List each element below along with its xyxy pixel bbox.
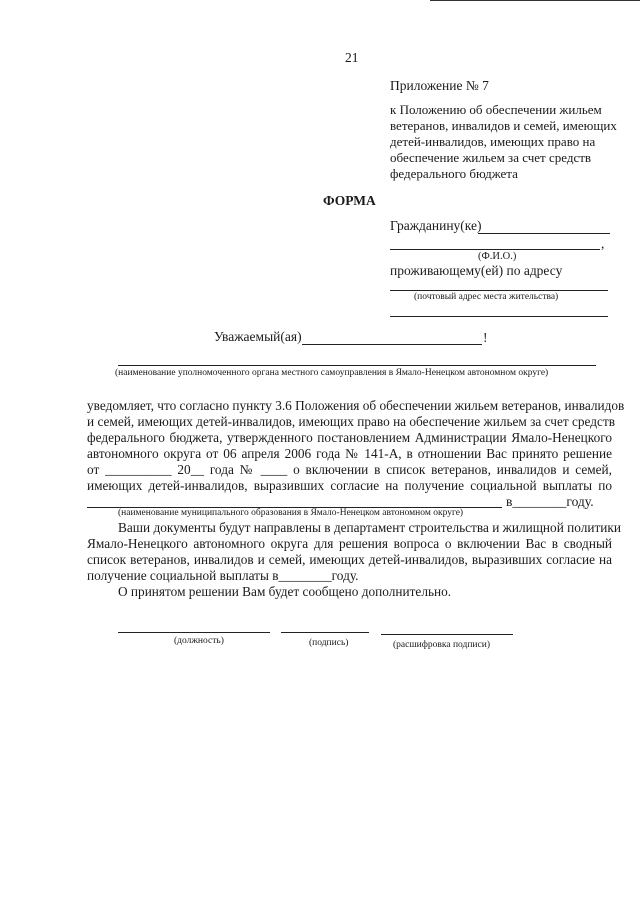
salutation-label: Уважаемый(ая) (214, 329, 302, 344)
page-number: 21 (345, 50, 359, 65)
decoding-caption: (расшифровка подписи) (393, 640, 490, 650)
paragraph1-line: имеющих детей-инвалидов, выразивших согласие на получение социальной выплаты по (87, 478, 612, 493)
citizen-name-line (478, 233, 610, 234)
signature-caption: (подпись) (309, 638, 349, 648)
paragraph2-line: Ваши документы будут направлены в департамент строительства и жилищной политики (118, 520, 621, 535)
paragraph2-line: список ветеранов, инвалидов и семей, имеющих детей-инвалидов, выразивших согласие на (87, 552, 612, 567)
address-caption: (почтовый адрес места жительства) (414, 292, 559, 302)
year-tail: в________году. (506, 494, 594, 509)
position-line (118, 632, 270, 633)
signature-line (281, 632, 369, 633)
address-line-2 (390, 316, 608, 317)
citizen-label: Гражданину(ке) (390, 218, 482, 233)
salutation-name-line (302, 344, 482, 345)
paragraph1-line: и семей, имеющих детей-инвалидов, имеющих право на обеспечение жильем за счет средств (87, 414, 616, 429)
address-line (390, 290, 608, 291)
paragraph1-line: автономного округа от 06 апреля 2006 года № 141-А, в отношении Вас принято решение (87, 446, 612, 461)
paragraph1-line: уведомляет, что согласно пункту 3.6 Положения об обеспечении жильем ветеранов, инвалидов (87, 398, 625, 413)
salutation-mark: ! (483, 330, 488, 345)
position-caption: (должность) (174, 636, 224, 646)
paragraph3: О принятом решении Вам будет сообщено дополнительно. (118, 584, 452, 599)
paragraph1-line: федерального бюджета, утвержденного постановлением Администрации Ямало-Ненецкого (87, 430, 612, 445)
appendix-body: к Положению об обеспечении жильем ветеранов, инвалидов и семей, имеющих детей-инвалидов, имеющих право на обеспечение жильем за счет средств федерального бюджета (390, 102, 617, 181)
form-title: ФОРМА (323, 193, 376, 208)
name-comma: , (601, 236, 605, 251)
paragraph2-line: Ямало-Ненецкого автономного округа для решения вопроса о включении Вас в сводный (87, 536, 612, 551)
citizen-name-line-2 (390, 249, 600, 250)
authority-line (118, 365, 596, 366)
municipality-caption: (наименование муниципального образования в Ямало-Ненецком автономном округе) (118, 508, 464, 518)
top-edge-rule (430, 0, 640, 1)
decoding-line (381, 634, 513, 635)
paragraph1-line: от __________ 20__ года № ____ о включении в список ветеранов, инвалидов и семей, (87, 462, 612, 477)
fio-caption: (Ф.И.О.) (478, 251, 517, 262)
appendix-title: Приложение № 7 (390, 78, 489, 93)
residing-label: проживающему(ей) по адресу (390, 263, 563, 278)
authority-caption: (наименование уполномоченного органа местного самоуправления в Ямало-Ненецком автономном округе) (115, 368, 549, 378)
paragraph2-last-line: получение социальной выплаты в________году. (87, 568, 359, 583)
